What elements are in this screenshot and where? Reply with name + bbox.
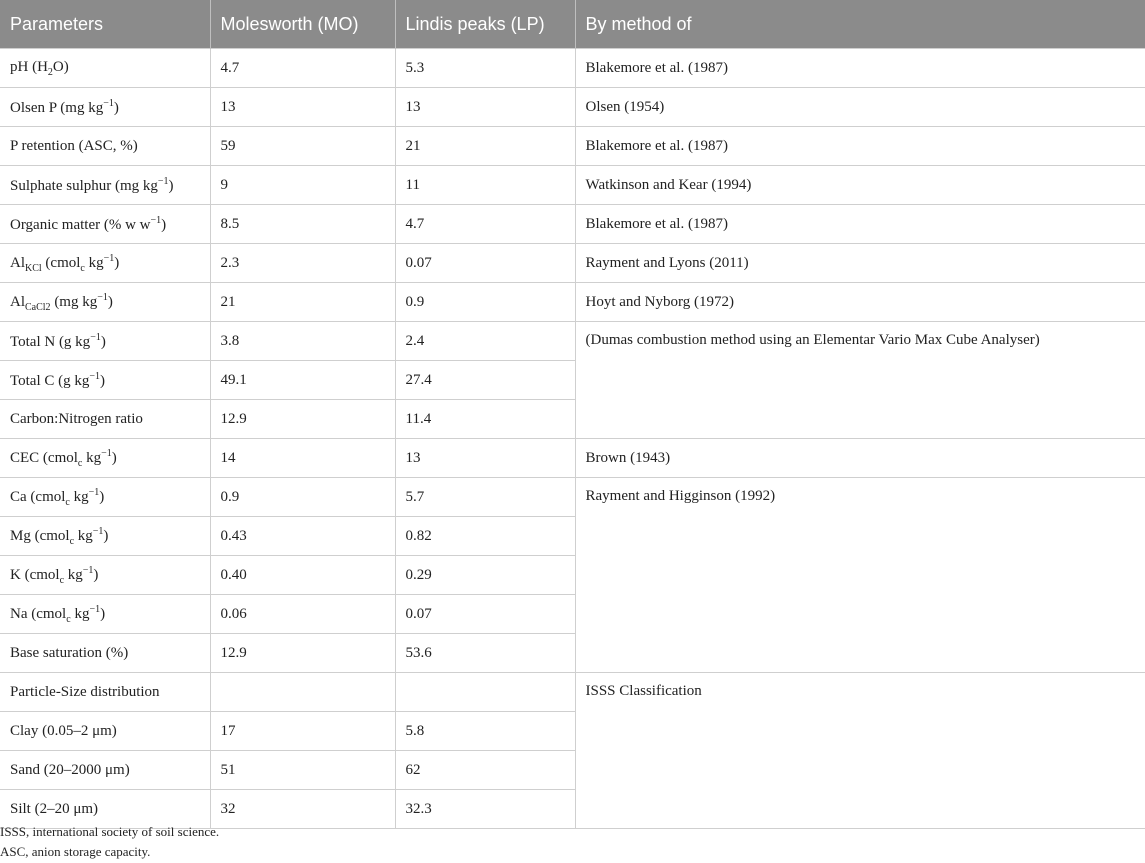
table-footnotes — [0, 822, 219, 862]
lp-cell: 11 — [395, 166, 575, 205]
lp-cell: 4.7 — [395, 205, 575, 244]
param-cell: Total N (g $kg^{-1}$) — [0, 322, 210, 361]
param-cell: Carbon:Nitrogen ratio — [0, 400, 210, 439]
lp-cell: 32.3 — [395, 790, 575, 829]
mo-cell: 21 — [210, 283, 395, 322]
mo-cell: 2.3 — [210, 244, 395, 283]
param-cell: Base saturation (%) — [0, 634, 210, 673]
mo-cell: 49.1 — [210, 361, 395, 400]
mo-cell: 59 — [210, 127, 395, 166]
param-cell: Total C (g $kg^{-1}$) — [0, 361, 210, 400]
param-cell: pH $(H_2O)$ — [0, 49, 210, 88]
param-cell: $Al_{CaCl2}$ (mg $kg^{-1}$) — [0, 283, 210, 322]
table-row — [0, 205, 1145, 244]
header-parameters: Parameters — [0, 0, 210, 49]
mo-cell: 51 — [210, 751, 395, 790]
param-cell: K (cmol$_c$ $kg^{-1}$) — [0, 556, 210, 595]
mo-cell — [210, 673, 395, 712]
mo-cell: 8.5 — [210, 205, 395, 244]
lp-cell: 0.9 — [395, 283, 575, 322]
lp-cell: 5.8 — [395, 712, 575, 751]
lp-cell: 53.6 — [395, 634, 575, 673]
lp-cell — [395, 673, 575, 712]
mo-cell: 0.43 — [210, 517, 395, 556]
header-method: By method of — [575, 0, 1145, 49]
table-row — [0, 127, 1145, 166]
method-cell: Watkinson and Kear (1994) — [575, 166, 1145, 205]
lp-cell: 11.4 — [395, 400, 575, 439]
param-cell: $Al_{KCl}$ (cmol$_c$ $kg^{-1}$) — [0, 244, 210, 283]
mo-cell: 0.9 — [210, 478, 395, 517]
mo-cell: 3.8 — [210, 322, 395, 361]
param-cell: Ca (cmol$_c$ $kg^{-1}$) — [0, 478, 210, 517]
param-cell: Organic matter (% w $w^{-1}$) — [0, 205, 210, 244]
method-cell: Hoyt and Nyborg (1972) — [575, 283, 1145, 322]
param-cell: Sulphate sulphur (mg $kg^{-1}$) — [0, 166, 210, 205]
table-row — [0, 478, 1145, 517]
footnote-isss: ISSS, international society of soil science. — [0, 824, 220, 839]
param-cell: Sand (20–2000 μm) — [0, 751, 210, 790]
mo-cell: 13 — [210, 88, 395, 127]
mo-cell: 17 — [210, 712, 395, 751]
table-row — [0, 673, 1145, 712]
mo-cell: 0.40 — [210, 556, 395, 595]
param-cell: Clay (0.05–2 μm) — [0, 712, 210, 751]
table-row — [0, 439, 1145, 478]
method-cell: Rayment and Higginson (1992) — [575, 478, 1145, 673]
table-row — [0, 244, 1145, 283]
mo-cell: 9 — [210, 166, 395, 205]
method-cell: Blakemore et al. (1987) — [575, 49, 1145, 88]
lp-cell: 13 — [395, 88, 575, 127]
param-cell: Silt (2–20 μm) — [0, 790, 210, 829]
header-lindis-peaks: Lindis peaks (LP) — [395, 0, 575, 49]
lp-cell: 5.3 — [395, 49, 575, 88]
mo-cell: 0.06 — [210, 595, 395, 634]
lp-cell: 5.7 — [395, 478, 575, 517]
lp-cell: 0.29 — [395, 556, 575, 595]
param-cell: Na (cmol$_c$ $kg^{-1}$) — [0, 595, 210, 634]
method-cell: (Dumas combustion method using an Elementar Vario Max Cube Analyser) — [575, 322, 1145, 439]
lp-cell: 13 — [395, 439, 575, 478]
lp-cell: 62 — [395, 751, 575, 790]
param-cell: Particle-Size distribution — [0, 673, 210, 712]
param-cell: P retention (ASC, %) — [0, 127, 210, 166]
method-cell: Olsen (1954) — [575, 88, 1145, 127]
table-row — [0, 166, 1145, 205]
lp-cell: 27.4 — [395, 361, 575, 400]
table-row — [0, 88, 1145, 127]
lp-cell: 0.82 — [395, 517, 575, 556]
lp-cell: 2.4 — [395, 322, 575, 361]
mo-cell: 12.9 — [210, 634, 395, 673]
method-cell: Blakemore et al. (1987) — [575, 205, 1145, 244]
lp-cell: 21 — [395, 127, 575, 166]
table-row — [0, 49, 1145, 88]
table-row — [0, 283, 1145, 322]
param-cell: CEC (cmol$_c$ $kg^{-1}$) — [0, 439, 210, 478]
method-cell: Brown (1943) — [575, 439, 1145, 478]
mo-cell: 4.7 — [210, 49, 395, 88]
method-cell: Blakemore et al. (1987) — [575, 127, 1145, 166]
param-cell: Olsen P (mg $kg^{-1}$) — [0, 88, 210, 127]
mo-cell: 14 — [210, 439, 395, 478]
mo-cell: 32 — [210, 790, 395, 829]
method-cell: ISSS Classification — [575, 673, 1145, 829]
table-row — [0, 322, 1145, 361]
lp-cell: 0.07 — [395, 244, 575, 283]
method-cell: Rayment and Lyons (2011) — [575, 244, 1145, 283]
mo-cell: 12.9 — [210, 400, 395, 439]
param-cell: Mg (cmol$_c$ $kg^{-1}$) — [0, 517, 210, 556]
footnote-asc: ASC, anion storage capacity. — [0, 844, 151, 859]
header-molesworth: Molesworth (MO) — [210, 0, 395, 49]
lp-cell: 0.07 — [395, 595, 575, 634]
header-row — [0, 0, 1145, 49]
